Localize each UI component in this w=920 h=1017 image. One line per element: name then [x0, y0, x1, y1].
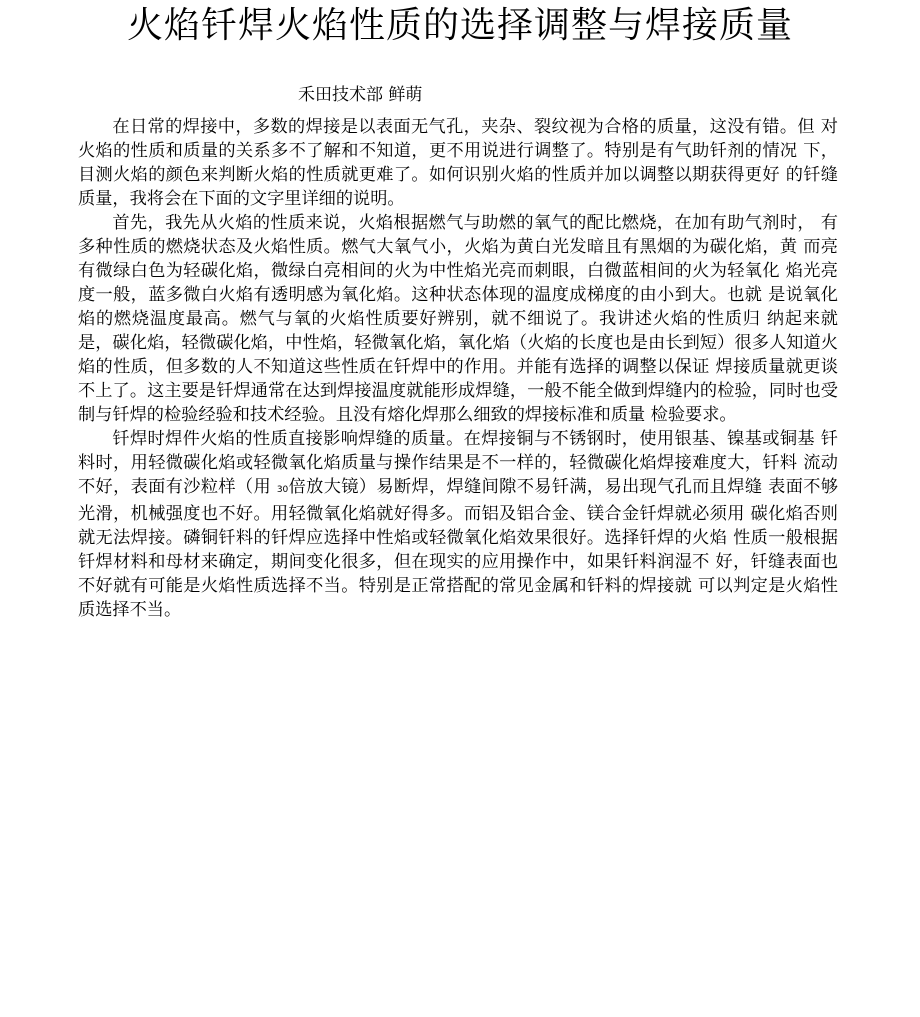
- paragraph-3-part-2: 倍放大镜）易断焊，焊缝间隙不易钎满，易出现气孔而且焊缝 表面不够光滑，机械强度也不好。用轻微氧化焰就好得多。而铝及铝合金、镁合金钎焊就必须用 碳化焰否则就无法焊接。磷铜钎料的钎焊应选择中性焰或轻微氧化焰效果很好。选择钎焊的火焰 性质一般根据钎焊材料和母材来确定，期间变化很多，但在现实的应用操作中，如果钎料润湿不 好，钎缝表面也不好就有可能是火焰性质选择不当。特别是正常搭配的常见金属和钎料的焊接就 可以判定是火焰性质选择不当。: [78, 477, 839, 620]
- document-author: 禾田技术部 鲜萌: [298, 85, 423, 105]
- document-title: 火焰钎焊火焰性质的选择调整与焊接质量: [126, 5, 793, 46]
- paragraph-3-part-1: 钎焊时焊件火焰的性质直接影响焊缝的质量。在焊接铜与不锈钢时，使用银基、镍基或铜基 钎料时，用轻微碳化焰或轻微氧化焰质量与操作结果是不一样的，轻微碳化焰焊接难度大，钎料 流动不好，表面有沙粒样（用: [78, 429, 838, 497]
- document-body: [78, 115, 838, 622]
- paragraph-3: [78, 427, 838, 622]
- paragraph-1: 在日常的焊接中，多数的焊接是以表面无气孔，夹杂、裂纹视为合格的质量，这没有错。但 对火焰的性质和质量的关系多不了解和不知道，更不用说进行调整了。特别是有气助钎剂的情况 下，目测火焰的颜色来判断火焰的性质就更难了。如何识别火焰的性质并加以调整以期获得更好 的钎缝质量，我将会在下面的文字里详细的说明。: [78, 117, 838, 209]
- magnification-number: 30: [276, 485, 289, 495]
- paragraph-2: 首先，我先从火焰的性质来说，火焰根据燃气与助燃的氧气的配比燃烧，在加有助气剂时， 有多种性质的燃烧状态及火焰性质。燃气大氧气小，火焰为黄白光发暗且有黑烟的为碳化焰，黄 而亮有微绿白色为轻碳化焰，微绿白亮相间的火为中性焰光亮而刺眼，白微蓝相间的火为轻氧化 焰光亮度一般，蓝多微白火焰有透明感为氧化焰。这种状态体现的温度成梯度的由小到大。也就 是说氧化焰的燃烧温度最高。燃气与氧的火焰性质要好辨别，就不细说了。我讲述火焰的性质归 纳起来就是，碳化焰，轻微碳化焰，中性焰，轻微氧化焰，氧化焰（火焰的长度也是由长到短）很多人知道火焰的性质，但多数的人不知道这些性质在钎焊中的作用。并能有选择的调整以保证 焊接质量就更谈不上了。这主要是钎焊通常在达到焊接温度就能形成焊缝，一般不能全做到焊缝内的检验，同时也受制与钎焊的检验经验和技术经验。且没有熔化焊那么细致的焊接标准和质量 检验要求。: [78, 213, 838, 425]
